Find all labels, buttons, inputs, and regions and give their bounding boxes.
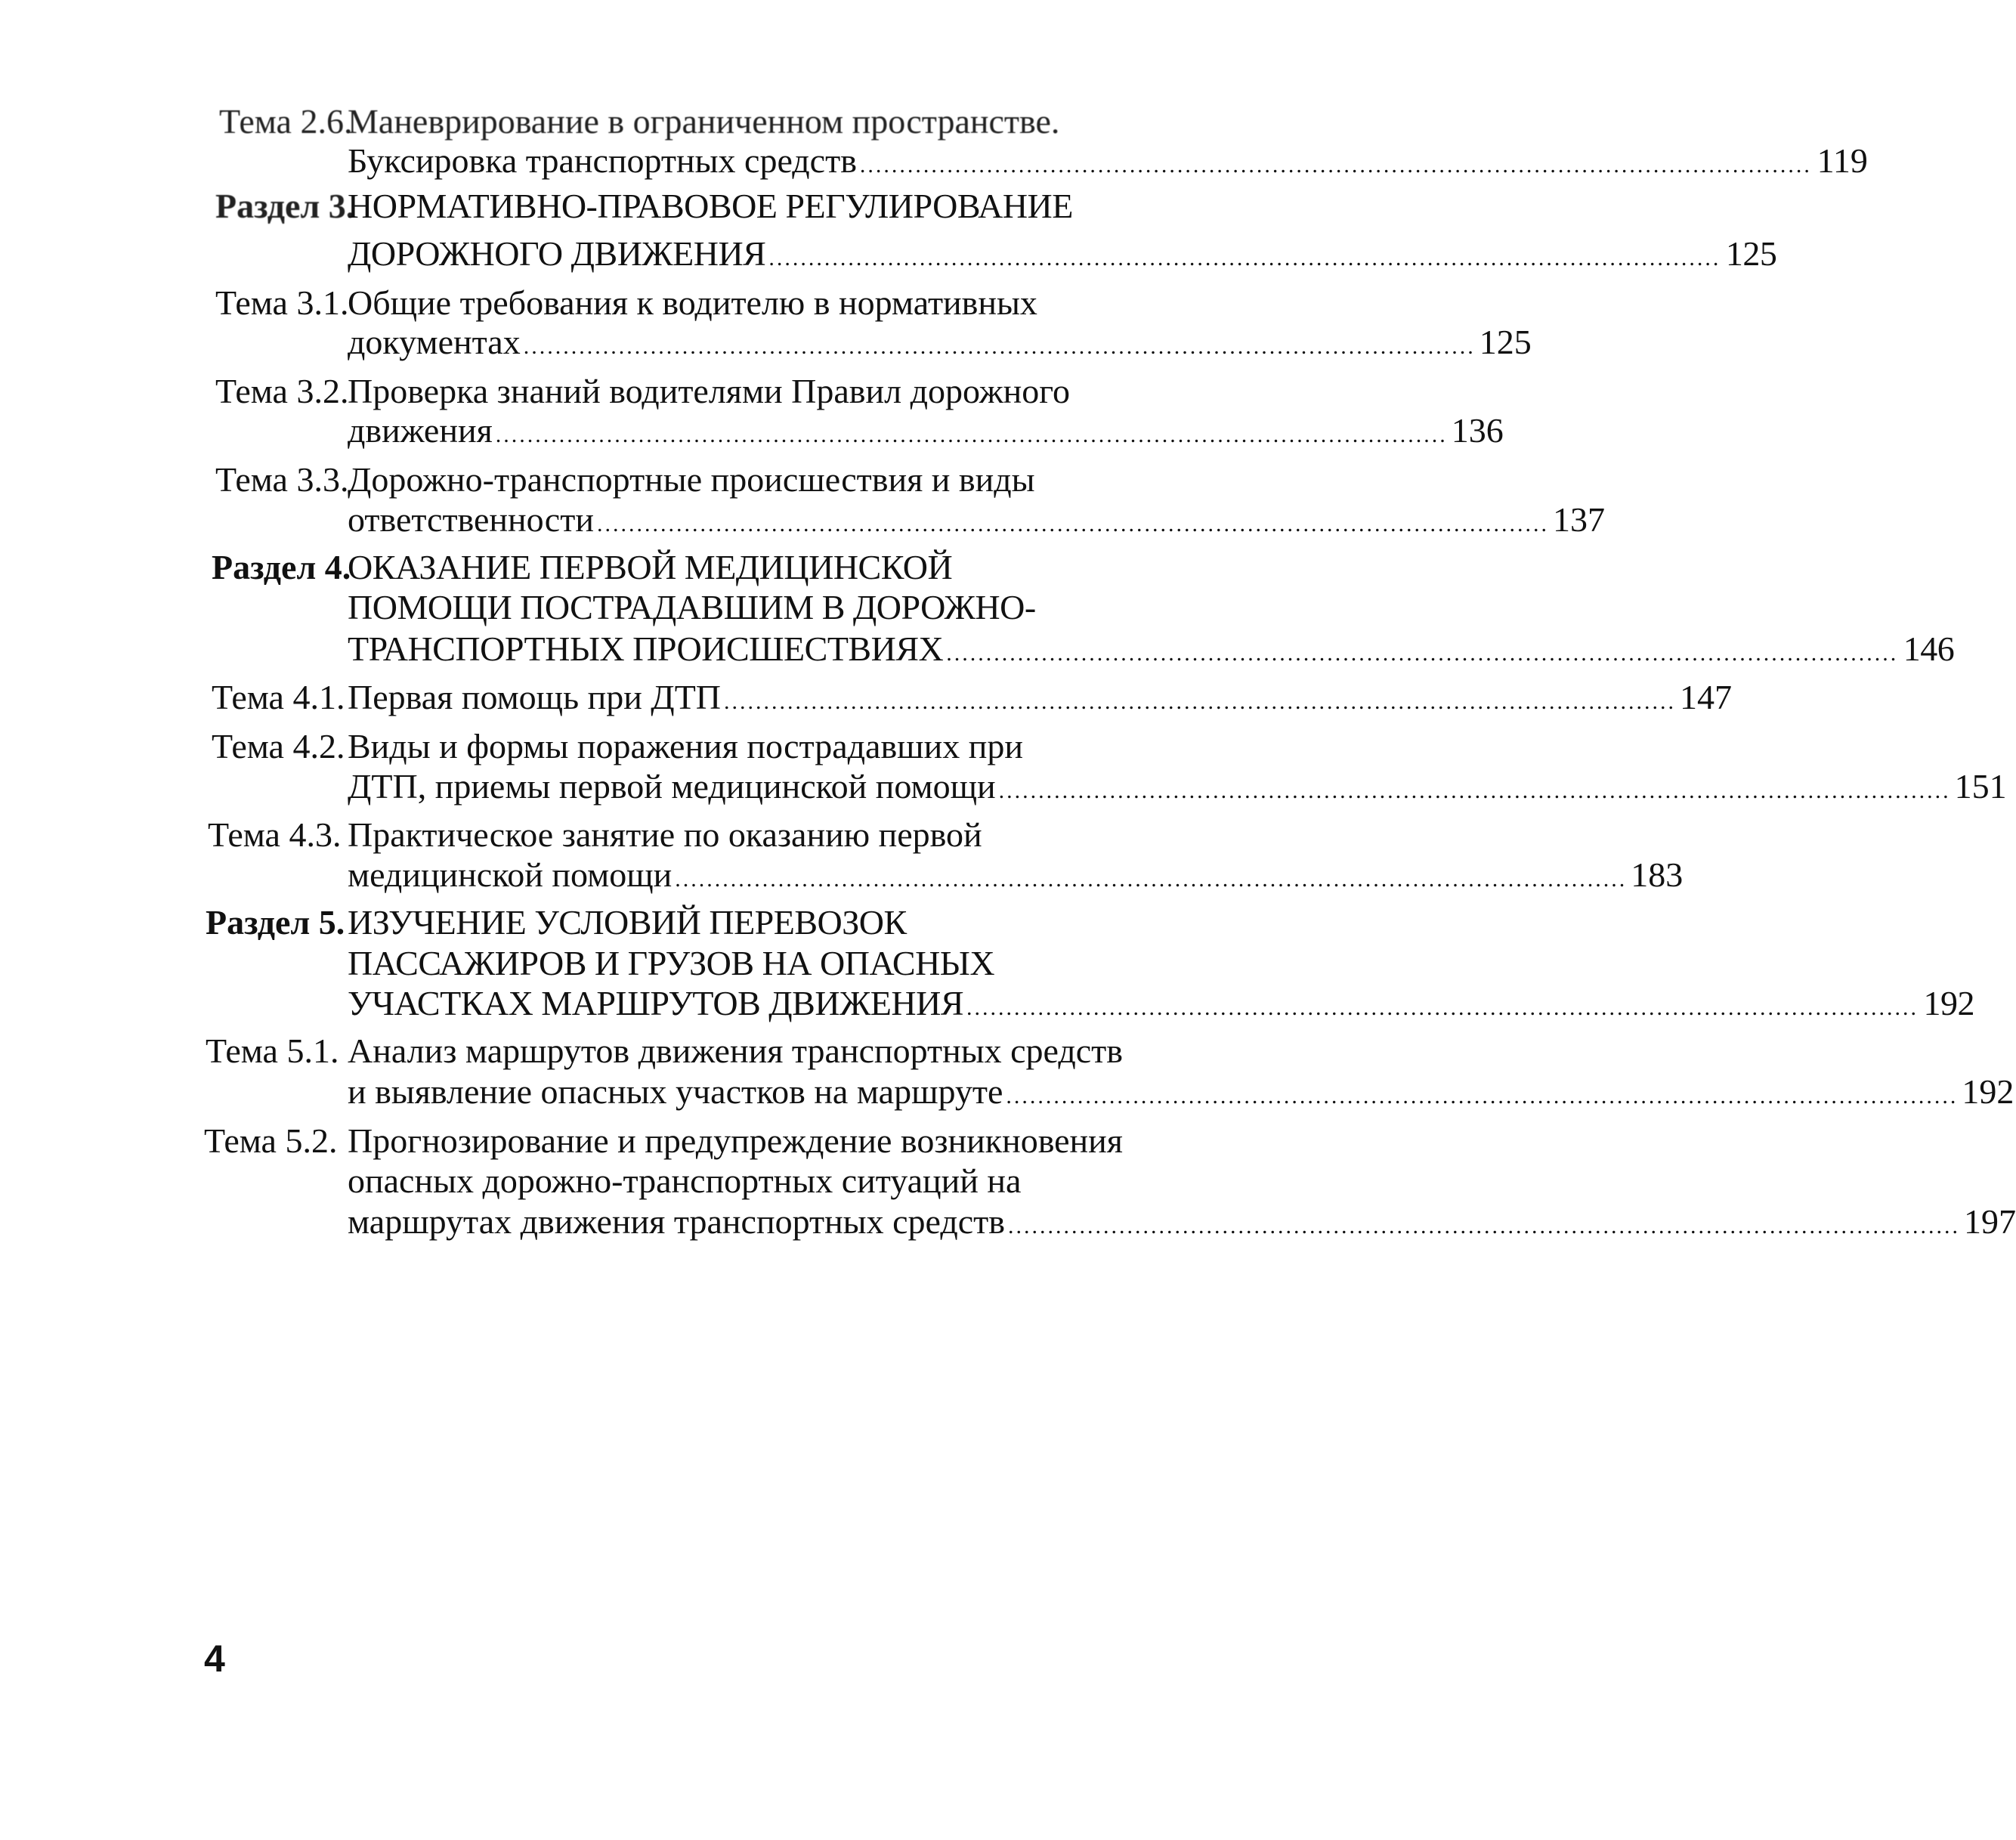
toc-label: Тема 4.1.	[212, 678, 345, 716]
toc-entry-topic-4-2	[0, 729, 1179, 770]
toc-page-number: 147	[1680, 678, 1733, 716]
toc-title-line: НОРМАТИВНО-ПРАВОВОЕ РЕГУЛИРОВАНИЕ	[348, 187, 1073, 225]
toc-entry-section-4	[0, 550, 1179, 591]
toc-entry-topic-2-6-line2	[0, 141, 1868, 184]
toc-title-line: Практическое занятие по оказанию первой	[348, 815, 982, 854]
toc-title-line: Общие требования к водителю в нормативных	[348, 283, 1037, 322]
toc-title-line: Прогнозирование и предупреждение возникновения	[348, 1121, 1123, 1160]
toc-entry-section-5	[0, 905, 1179, 946]
toc-entry-topic-2-6	[0, 104, 1179, 145]
toc-leader-dots: ........................................................................................................................	[768, 246, 1721, 271]
toc-entry-section-4-line3	[0, 629, 1955, 673]
toc-title-line: УЧАСТКАХ МАРШРУТОВ ДВИЖЕНИЯ	[348, 984, 964, 1022]
toc-title-line: ИЗУЧЕНИЕ УСЛОВИЙ ПЕРЕВОЗОК	[348, 903, 907, 942]
toc-title-line: Буксировка транспортных средств	[348, 141, 857, 180]
toc-title-line: документах	[348, 323, 521, 361]
toc-entry-topic-4-2-line2	[0, 767, 2007, 810]
toc-title-line: Виды и формы поражения пострадавших при	[348, 727, 1023, 765]
toc-entry-topic-4-1	[0, 678, 1733, 721]
toc-page-number: 183	[1631, 855, 1684, 894]
toc-label: Тема 3.1.	[215, 283, 349, 322]
toc-page-number: 125	[1479, 323, 1532, 361]
toc-page-number: 151	[1954, 767, 2007, 806]
toc-entry-section-5-line3	[0, 984, 1975, 1027]
toc-label: Тема 3.2.	[215, 372, 349, 410]
toc-leader-dots: ........................................................................................................................	[966, 995, 1919, 1020]
toc-title-line: ТРАНСПОРТНЫХ ПРОИСШЕСТВИЯХ	[348, 629, 944, 668]
toc-label: Раздел 3.	[215, 187, 355, 225]
toc-title-line: медицинской помощи	[348, 855, 673, 894]
toc-page-number: 192	[1923, 984, 1975, 1022]
toc-label: Тема 5.2.	[204, 1121, 338, 1160]
toc-title-line: Первая помощь при ДТП	[348, 678, 722, 716]
toc-page-number: 137	[1552, 500, 1605, 539]
toc-title-line: опасных дорожно-транспортных ситуаций на	[348, 1161, 1022, 1200]
toc-label: Тема 3.3.	[215, 460, 349, 499]
toc-title-line: ответственности	[348, 500, 594, 539]
toc-entry-topic-3-2	[0, 374, 1179, 415]
toc-leader-dots: ........................................................................................................................	[1006, 1084, 1959, 1109]
toc-entry-topic-5-2-line2	[0, 1161, 1179, 1205]
toc-entry-section-3-line2	[0, 234, 1777, 277]
toc-title-line: ПАССАЖИРОВ И ГРУЗОВ НА ОПАСНЫХ	[348, 944, 995, 982]
toc-entry-section-3	[0, 189, 1179, 230]
toc-title-line: Анализ маршрутов движения транспортных средств	[348, 1031, 1123, 1070]
toc-title-line: Дорожно-транспортные происшествия и виды	[348, 460, 1035, 499]
toc-entry-topic-3-1	[0, 283, 1179, 326]
toc-page-number: 136	[1451, 411, 1504, 450]
toc-entry-topic-5-2	[0, 1121, 1179, 1164]
toc-entry-topic-5-1-line2	[0, 1072, 2014, 1115]
toc-title-line: движения	[348, 411, 493, 450]
toc-title-line: и выявление опасных участков на маршруте	[348, 1072, 1003, 1111]
toc-title-line: ДОРОЖНОГО ДВИЖЕНИЯ	[348, 234, 766, 273]
toc-leader-dots: ........................................................................................................................	[495, 422, 1448, 447]
toc-leader-dots: ........................................................................................................................	[675, 867, 1628, 892]
toc-entry-section-4-line2	[0, 590, 1179, 631]
toc-title-line: ПОМОЩИ ПОСТРАДАВШИМ В ДОРОЖНО-	[348, 588, 1036, 626]
toc-title-line: Маневрирование в ограниченном пространстве.	[348, 102, 1060, 141]
toc-title-line: Проверка знаний водителями Правил дорожного	[348, 372, 1070, 410]
toc-entry-topic-3-3-line2	[0, 500, 1605, 543]
toc-page-number: 146	[1903, 629, 1955, 668]
toc-title-line: ДТП, приемы первой медицинской помощи	[348, 767, 996, 806]
toc-title-line: ОКАЗАНИЕ ПЕРВОЙ МЕДИЦИНСКОЙ	[348, 548, 953, 586]
toc-label: Тема 4.3.	[208, 815, 342, 854]
toc-leader-dots: ........................................................................................................................	[523, 334, 1476, 359]
toc-page-number: 192	[1962, 1072, 2014, 1111]
toc-entry-topic-4-3-line2	[0, 855, 1684, 898]
toc-leader-dots: ........................................................................................................................	[724, 689, 1677, 714]
toc-entry-topic-3-1-line2	[0, 323, 1532, 366]
toc-entry-topic-3-3	[0, 462, 1179, 503]
toc-leader-dots: ........................................................................................................................	[596, 512, 1549, 537]
toc-label: Тема 5.1.	[206, 1031, 339, 1070]
toc-title-line: маршрутах движения транспортных средств	[348, 1202, 1005, 1241]
toc-label: Тема 4.2.	[212, 727, 345, 765]
toc-entry-topic-4-3	[0, 815, 1179, 858]
toc-entry-section-5-line2	[0, 946, 1179, 987]
toc-leader-dots: ........................................................................................................................	[998, 778, 1951, 803]
toc-entry-topic-3-2-line2	[0, 411, 1504, 454]
page-number: 4	[204, 1637, 225, 1680]
toc-page-number: 197	[1963, 1202, 2016, 1241]
toc-entry-topic-5-2-line3	[0, 1202, 2016, 1245]
toc-page-number: 119	[1817, 141, 1868, 180]
toc-leader-dots: ........................................................................................................................	[1007, 1214, 1960, 1239]
toc-label: Раздел 5.	[206, 903, 345, 942]
toc-leader-dots: ........................................................................................................................	[859, 153, 1812, 178]
toc-label: Тема 2.6.	[219, 102, 353, 141]
toc-leader-dots: ........................................................................................................................	[946, 641, 1899, 666]
toc-page-number: 125	[1725, 234, 1777, 273]
toc-label: Раздел 4.	[212, 548, 351, 586]
toc-entry-topic-5-1	[0, 1031, 1179, 1075]
